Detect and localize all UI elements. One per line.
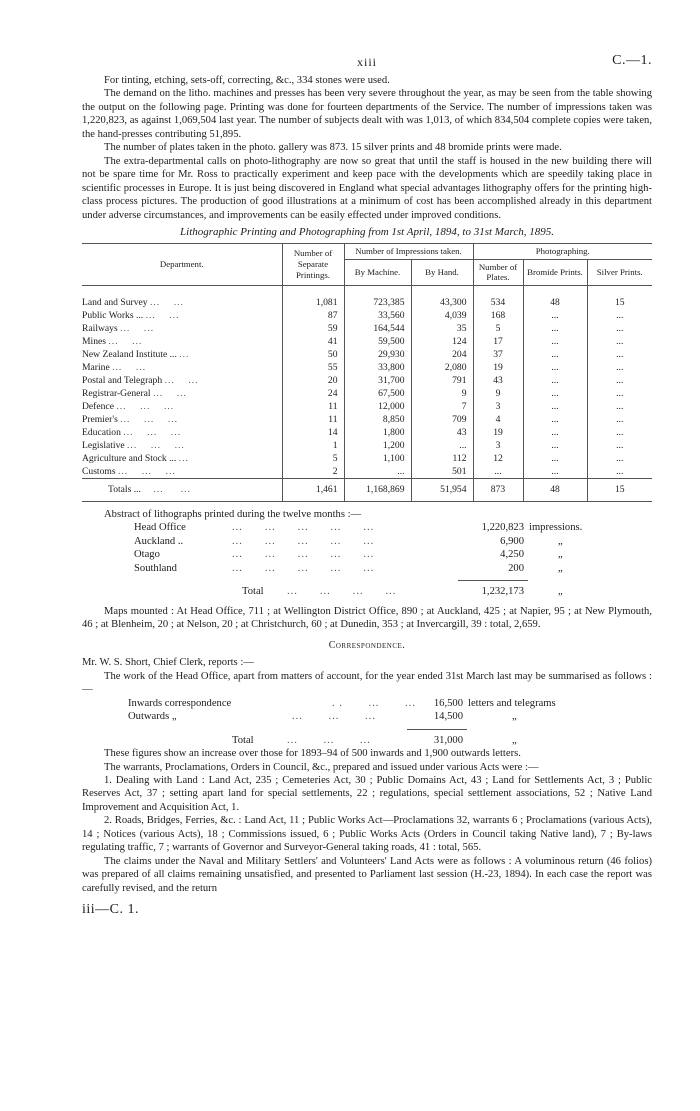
cell: 87 [282, 309, 344, 322]
cell: 5 [282, 452, 344, 465]
department-name: Mines [82, 335, 106, 347]
cell: 1 [282, 439, 344, 452]
cell: 12 [473, 452, 523, 465]
abstract-value: 4,250 [500, 549, 524, 561]
header-impressions: Number of Impressions taken. [344, 243, 473, 259]
department-name: Postal and Telegraph [82, 374, 163, 386]
correspondence-label: Outwards „ [128, 711, 177, 723]
cell: ... [523, 439, 587, 452]
correspondence-value: 16,500 [433, 697, 463, 709]
cell: 1,200 [344, 439, 411, 452]
cell: ... [411, 439, 473, 452]
cell: 12,000 [344, 400, 411, 413]
cell: 29,930 [344, 348, 411, 361]
abstract-total: Total ... ... ... ... 1,232,173 „ [242, 586, 563, 598]
cell: 709 [411, 413, 473, 426]
table-row: Marine ... ... 55 33,800 2,080 19 ... ... [82, 361, 652, 374]
table-row: Legislative ... ... ... 1 1,200 ... 3 ... ... [82, 439, 652, 452]
correspondence-total: Total ... ... ... 31,000 „ [232, 734, 517, 746]
cell: 59,500 [344, 335, 411, 348]
cell: 1,081 [282, 296, 344, 309]
correspondence-value: 14,500 [433, 711, 463, 723]
paragraph: The work of the Head Office, apart from matters of account, for the year ended 31st March last may be summarised as follows :— [82, 670, 652, 696]
department-name: New Zealand Institute ... [82, 348, 177, 360]
cell: 41 [282, 335, 344, 348]
cell: 50 [282, 348, 344, 361]
reporter-line: Mr. W. S. Short, Chief Clerk, reports :— [82, 657, 254, 669]
header-department: Department. [82, 243, 282, 285]
department-name: Registrar-General [82, 387, 151, 399]
intro-section [82, 74, 652, 222]
cell: ... [587, 439, 652, 452]
table-row: Railways ... ... 59 164,544 35 5 ... ... [82, 322, 652, 335]
cell: ... [587, 348, 652, 361]
cell: 7 [411, 400, 473, 413]
cell: 14 [282, 426, 344, 439]
abstract-unit: „ [558, 549, 563, 561]
table-row: Land and Survey ... ... 1,081 723,385 43,300 534 48 15 [82, 296, 652, 309]
page-number: xiii [356, 55, 377, 69]
correspondence-total-unit: „ [512, 734, 517, 746]
department-name: Agriculture and Stock ... [82, 452, 177, 464]
paragraph: 2. Roads, Bridges, Ferries, &c. : Land Act, 11 ; Public Works Act—Proclamations 32, warrants 6 ; Proclamations (various Acts), 14 ; Notices (various Acts), 18 ; Commissions issued, 6 ; Public Works Acts (Orders in Council taking Native land), 7 ; By-laws regulating traffic, 7 ; warrants of Governor and Surveyor-General taking roads, 41 : total, 565. [82, 815, 652, 854]
abstract-total-value: 1,232,173 [481, 586, 524, 598]
page-footer: iii—C. 1. [82, 902, 140, 918]
cell: 501 [411, 465, 473, 479]
header-bromide: Bromide Prints. [523, 259, 587, 285]
table-row: Defence ... ... ... 11 12,000 7 3 ... ... [82, 400, 652, 413]
abstract-total-unit: „ [558, 586, 563, 598]
cell: ... [523, 348, 587, 361]
department-name: Land and Survey [82, 296, 148, 308]
department-name: Railways [82, 322, 118, 334]
cell: 20 [282, 374, 344, 387]
abstract-value: 6,900 [500, 535, 524, 547]
cell: 112 [411, 452, 473, 465]
cell: 4,039 [411, 309, 473, 322]
cell: ... [523, 426, 587, 439]
sum-rule [407, 729, 467, 730]
cell: 168 [473, 309, 523, 322]
cell: 534 [473, 296, 523, 309]
cell: ... [587, 335, 652, 348]
correspondence-unit: letters and telegrams [468, 697, 556, 709]
cell: 1,100 [344, 452, 411, 465]
abstract-unit: impressions. [529, 522, 583, 534]
cell: 15 [587, 296, 652, 309]
sum-rule [458, 580, 528, 581]
header-by-hand: By Hand. [411, 259, 473, 285]
cell: 43,300 [411, 296, 473, 309]
paragraph: The claims under the Naval and Military Settlers' and Volunteers' Land Acts were as follows : A voluminous return (46 folios) was prepared of all claims remaining unsatisfied, and presented to Parliament last session (H.-23, 1894). In each case the report was carefully revised, and the return [82, 855, 652, 894]
cell: 723,385 [344, 296, 411, 309]
cell: 67,500 [344, 387, 411, 400]
cell: 55 [282, 361, 344, 374]
cell: 791 [411, 374, 473, 387]
abstract-unit: „ [558, 535, 563, 547]
cell: 24 [282, 387, 344, 400]
abstract-item: Otago ... ... ... ... ... 4,250 „ [134, 549, 563, 561]
header-silver: Silver Prints. [587, 259, 652, 285]
abstract-unit: „ [558, 562, 563, 574]
abstract-label: Auckland .. [134, 535, 184, 547]
cell: 1,800 [344, 426, 411, 439]
cell: ... [587, 452, 652, 465]
table-caption: Lithographic Printing and Photographing from 1st April, 1894, to 31st March, 1895. [180, 225, 554, 238]
correspondence-total-value: 31,000 [433, 734, 463, 746]
paragraph: The demand on the litho. machines and presses has been very severe throughout the year, as may be seen from the table showing the output on the following page. Printing was done for fourteen departments of the Service. The number of impressions taken was 1,220,823, as against 1,069,504 last year. The number of subjects dealt with was 1,013, of which 834,504 complete copies were taken, the hand-presses contributing 51,895. [82, 88, 652, 140]
abstract-item: Auckland .. ... ... ... ... ... 6,900 „ [134, 535, 563, 547]
header-by-machine: By Machine. [344, 259, 411, 285]
cell: ... [587, 322, 652, 335]
closing-section [82, 747, 652, 895]
paragraph: The warrants, Proclamations, Orders in Council, &c., prepared and issued under various Acts were :— [104, 761, 539, 773]
cell: 9 [411, 387, 473, 400]
maps-paragraph: Maps mounted : At Head Office, 711 ; at Wellington District Office, 890 ; at Auckland, 425 ; at Napier, 95 ; at New Plymouth, 46 ; at Blenheim, 20 ; at Nelson, 20 ; at Christchurch, 60 ; at Dunedin, 353 ; at Invercargill, 39 : total, 2,659. [82, 605, 652, 631]
cell: ... [587, 387, 652, 400]
correspondence-heading: Correspondence. [328, 639, 406, 651]
cell: 37 [473, 348, 523, 361]
table-row: Mines ... ... 41 59,500 124 17 ... ... [82, 335, 652, 348]
total-cell: 873 [473, 478, 523, 501]
document-code: C.—1. [612, 53, 652, 68]
abstract-value: 1,220,823 [481, 522, 524, 534]
department-name: Marine [82, 361, 110, 373]
abstract-total-label: Total [242, 586, 264, 598]
correspondence-unit: „ [512, 711, 517, 723]
table-row: Registrar-General ... ... 24 67,500 9 9 ... ... [82, 387, 652, 400]
cell: ... [523, 361, 587, 374]
total-cell: 1,168,869 [344, 478, 411, 501]
header-photographing: Photographing. [473, 243, 652, 259]
cell: 124 [411, 335, 473, 348]
correspondence-total-label: Total [232, 734, 254, 746]
abstract-label: Otago [134, 549, 160, 561]
abstract-item: Head Office ... ... ... ... ... 1,220,823 impressions. [134, 522, 583, 534]
cell: ... [523, 413, 587, 426]
totals-label: Totals ... [108, 483, 141, 495]
header-separate-printings: Number of Separate Printings. [282, 243, 344, 285]
totals-row: Totals ... ... ... 1,461 1,168,869 51,954 873 48 15 [82, 478, 652, 501]
cell: ... [473, 465, 523, 479]
page-header [82, 52, 652, 74]
department-name: Defence [82, 400, 114, 412]
cell: ... [587, 426, 652, 439]
total-cell: 1,461 [282, 478, 344, 501]
total-cell: 48 [523, 478, 587, 501]
cell: ... [523, 465, 587, 479]
lithographic-table [82, 243, 652, 502]
cell: 33,560 [344, 309, 411, 322]
cell: ... [344, 465, 411, 479]
cell: 17 [473, 335, 523, 348]
correspondence-label: Inwards correspondence [128, 697, 232, 709]
cell: 11 [282, 413, 344, 426]
department-name: Public Works ... [82, 309, 144, 321]
cell: 43 [473, 374, 523, 387]
cell: ... [587, 413, 652, 426]
spacer-row [82, 285, 652, 296]
cell: 2 [282, 465, 344, 479]
table-row: Public Works ... ... ... 87 33,560 4,039 168 ... ... [82, 309, 652, 322]
cell: 5 [473, 322, 523, 335]
paragraph: These figures show an increase over those for 1893–94 of 500 inwards and 1,900 outwards letters. [104, 748, 521, 760]
cell: 48 [523, 296, 587, 309]
cell: ... [523, 452, 587, 465]
cell: 4 [473, 413, 523, 426]
abstract-heading: Abstract of lithographs printed during the twelve months :— [104, 508, 362, 520]
table-row: New Zealand Institute ... ... 50 29,930 204 37 ... ... [82, 348, 652, 361]
department-name: Legislative [82, 439, 125, 451]
cell: 43 [411, 426, 473, 439]
header-plates: Number of Plates. [473, 259, 523, 285]
abstract-value: 200 [508, 562, 524, 574]
table-row: Postal and Telegraph ... ... 20 31,700 791 43 ... ... [82, 374, 652, 387]
cell: ... [587, 309, 652, 322]
paragraph: 1. Dealing with Land : Land Act, 235 ; Cemeteries Act, 30 ; Public Domains Act, 43 ; Land for Settlements Act, 3 ; Public Reserves Act, 37 ; setting apart land for special settlements, 22 ; regulations, special settlement associations, 52 ; Native Land Improvement and Acquisition Act, 1. [82, 774, 652, 813]
department-name: Premier's [82, 413, 118, 425]
department-name: Education [82, 426, 121, 438]
cell: 19 [473, 426, 523, 439]
cell: 3 [473, 439, 523, 452]
abstract-section [82, 508, 652, 599]
table-row: Agriculture and Stock ... ... 5 1,100 112 12 ... ... [82, 452, 652, 465]
correspondence-item: Outwards „ ... ... ... 14,500 „ [128, 711, 517, 723]
cell: 8,850 [344, 413, 411, 426]
table-row: Premier's ... ... ... 11 8,850 709 4 ... ... [82, 413, 652, 426]
total-cell: 51,954 [411, 478, 473, 501]
table-row: Education ... ... ... 14 1,800 43 19 ... ... [82, 426, 652, 439]
cell: 31,700 [344, 374, 411, 387]
cell: ... [587, 361, 652, 374]
abstract-label: Southland [134, 562, 177, 574]
cell: ... [523, 387, 587, 400]
cell: ... [523, 322, 587, 335]
abstract-item: Southland ... ... ... ... ... 200 „ [134, 562, 563, 574]
cell: ... [523, 400, 587, 413]
cell: 19 [473, 361, 523, 374]
cell: 11 [282, 400, 344, 413]
cell: ... [587, 465, 652, 479]
cell: ... [523, 335, 587, 348]
cell: ... [587, 374, 652, 387]
correspondence-summary [82, 697, 652, 748]
cell: 33,800 [344, 361, 411, 374]
cell: 164,544 [344, 322, 411, 335]
paragraph: For tinting, etching, sets-off, correcting, &c., 334 stones were used. [104, 75, 390, 86]
paragraph: The number of plates taken in the photo. gallery was 873. 15 silver prints and 48 bromide prints were made. [104, 142, 562, 154]
cell: 35 [411, 322, 473, 335]
cell: ... [587, 400, 652, 413]
cell: 59 [282, 322, 344, 335]
abstract-label: Head Office [134, 522, 186, 534]
department-name: Customs [82, 465, 116, 477]
correspondence-item: Inwards correspondence . . ... ... 16,500 letters and telegrams [128, 697, 556, 709]
cell: 204 [411, 348, 473, 361]
cell: 2,080 [411, 361, 473, 374]
total-cell: 15 [587, 478, 652, 501]
table-row: Customs ... ... ... 2 ... 501 ... ... ... [82, 465, 652, 479]
paragraph: The extra-departmental calls on photo-lithography are now so great that until the staff is housed in the new building there will not be spare time for Mr. Ross to practically experiment and keep pace with the developments which are speedily taking place in scientific processes in Europe. It is just being discovered in England what special advantages lithography offers for the printing high-class process pictures. The production of good illustrations at a minimum of cost has been accomplished already in this department under adverse circumstances, and improvements can be easily effected under improved conditions. [82, 155, 652, 221]
cell: 3 [473, 400, 523, 413]
cell: ... [523, 309, 587, 322]
cell: 9 [473, 387, 523, 400]
cell: ... [523, 374, 587, 387]
